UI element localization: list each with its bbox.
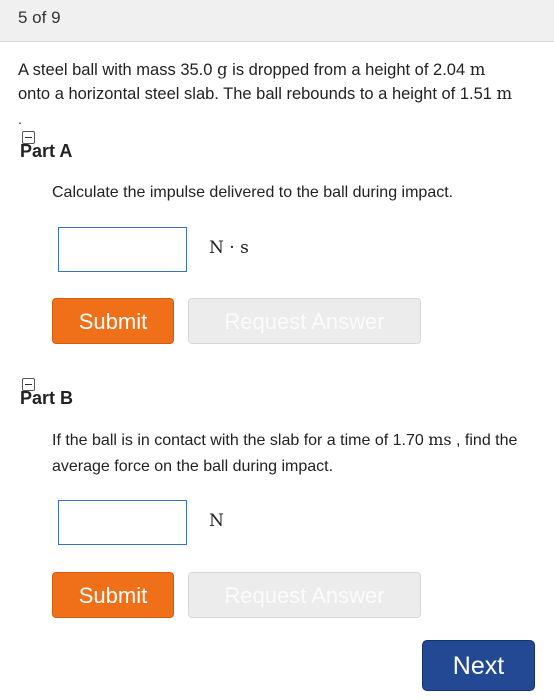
problem-statement: [18, 58, 548, 106]
problem-counter: 5 of 9: [18, 8, 61, 27]
part-a-answer-input[interactable]: [58, 227, 187, 272]
part-a-title: Part A: [20, 141, 73, 161]
unit-meters-2: m: [496, 84, 513, 103]
part-b-question: [52, 427, 542, 480]
unit-grams: g: [217, 60, 228, 79]
part-a-request-answer-button[interactable]: Request Answer: [188, 298, 421, 344]
next-button[interactable]: Next: [422, 640, 535, 691]
top-bar: [0, 0, 554, 42]
part-b-question-text-2: , find the average force on the ball during impact.: [52, 432, 518, 475]
unit-meters-1: m: [469, 60, 486, 79]
part-b-question-text-1: If the ball is in contact with the slab for a time of 1.70: [52, 432, 429, 449]
part-a-unit: N · s: [209, 238, 249, 258]
part-b-title: Part B: [20, 388, 74, 408]
problem-text-1: A steel ball with mass 35.0: [18, 61, 218, 79]
part-b-unit: N: [209, 511, 224, 531]
part-b-request-answer-button[interactable]: Request Answer: [188, 572, 421, 618]
problem-text-3: onto a horizontal steel slab. The ball rebounds to a height of 1.51: [18, 85, 497, 103]
unit-milliseconds: ms: [428, 430, 452, 449]
part-a-question: Calculate the impulse delivered to the ball during impact.: [52, 184, 454, 201]
part-b-submit-button[interactable]: Submit: [52, 572, 174, 618]
trailing-period: .: [18, 111, 22, 127]
problem-text-2: is dropped from a height of 2.04: [227, 61, 470, 79]
part-a-submit-button[interactable]: Submit: [52, 298, 174, 344]
part-b-answer-input[interactable]: [58, 500, 187, 545]
